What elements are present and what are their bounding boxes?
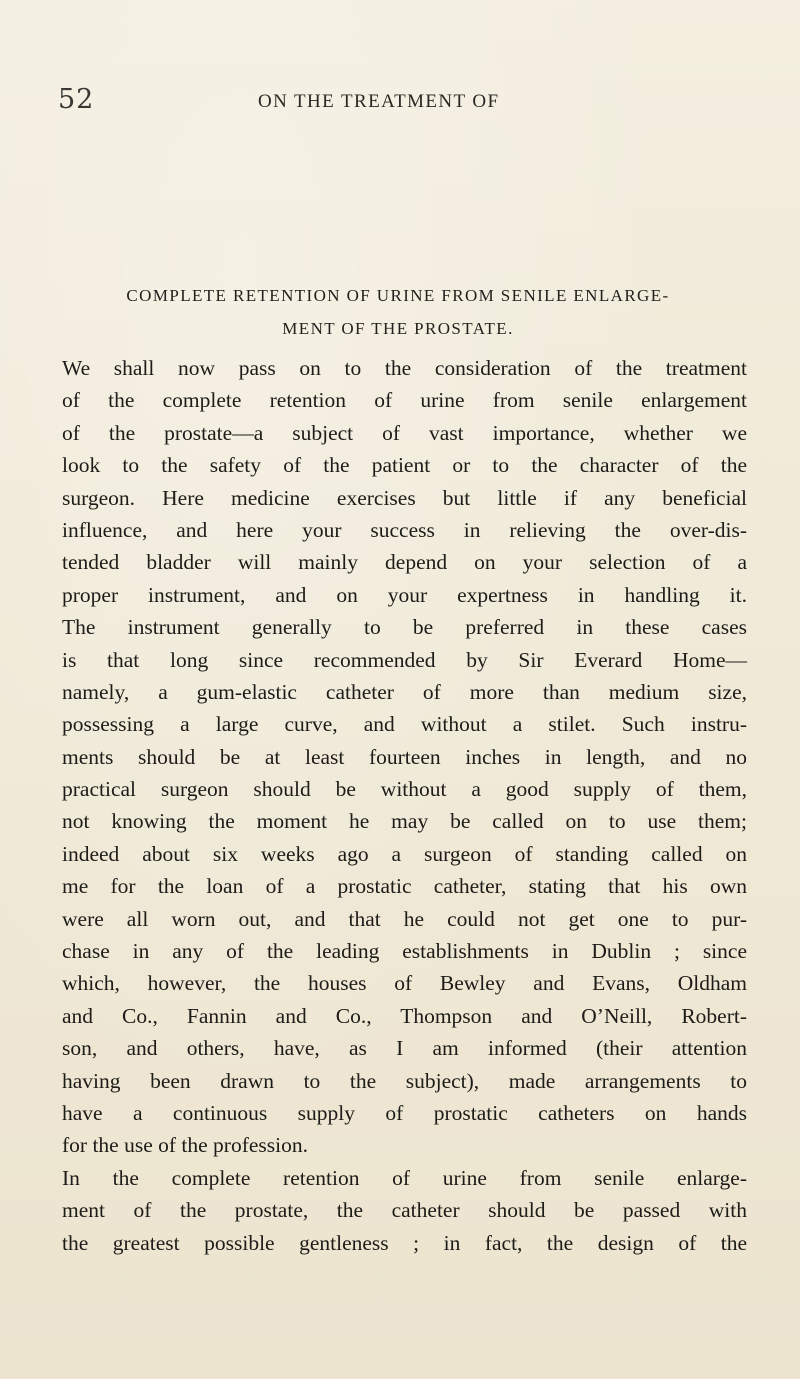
running-head	[58, 84, 742, 120]
page-number: 52	[58, 84, 95, 115]
text-line: chase in any of the leading establishments in Dublin ; since	[62, 939, 747, 964]
section-heading	[48, 279, 748, 345]
text-line: and Co., Fannin and Co., Thompson and O’Neill, Robert-	[62, 1003, 747, 1028]
text-line: ment of the prostate, the catheter should be passed with	[62, 1198, 747, 1223]
text-line: the greatest possible gentleness ; in fact, the design of the	[62, 1230, 747, 1255]
body-text	[62, 352, 747, 1259]
section-heading-line-2: MENT OF THE PROSTATE.	[282, 319, 514, 338]
text-line: The instrument generally to be preferred in these cases	[62, 615, 747, 640]
text-line: tended bladder will mainly depend on your selection of a	[62, 550, 747, 575]
text-line: me for the loan of a prostatic catheter, stating that his own	[62, 874, 747, 899]
text-line: of the prostate—a subject of vast importance, whether we	[62, 420, 747, 445]
text-line: were all worn out, and that he could not get one to pur-	[62, 906, 747, 931]
text-line: look to the safety of the patient or to the character of the	[62, 453, 747, 478]
text-line: In the complete retention of urine from senile enlarge-	[62, 1165, 747, 1190]
text-line: not knowing the moment he may be called on to use them;	[62, 809, 747, 834]
text-line: is that long since recommended by Sir Everard Home—	[62, 647, 747, 672]
text-line: surgeon. Here medicine exercises but little if any beneficial	[62, 485, 747, 510]
running-title: ON THE TREATMENT OF	[258, 91, 500, 112]
text-line: have a continuous supply of prostatic catheters on hands	[62, 1100, 747, 1125]
text-line: son, and others, have, as I am informed (their attention	[62, 1036, 747, 1061]
text-line: which, however, the houses of Bewley and Evans, Oldham	[62, 971, 747, 996]
text-line: We shall now pass on to the consideration of the treatment	[62, 356, 747, 380]
text-line: indeed about six weeks ago a surgeon of standing called on	[62, 841, 747, 866]
text-line: practical surgeon should be without a good supply of them,	[62, 777, 747, 802]
text-line: of the complete retention of urine from senile enlargement	[62, 388, 747, 413]
text-line: influence, and here your success in relieving the over-dis-	[62, 517, 747, 542]
text-line: ments should be at least fourteen inches in length, and no	[62, 744, 747, 769]
text-line: namely, a gum-elastic catheter of more than medium size,	[62, 679, 747, 704]
text-line: proper instrument, and on your expertness in handling it.	[62, 582, 747, 607]
section-heading-line-1: COMPLETE RETENTION OF URINE FROM SENILE ENLARGE-	[126, 286, 670, 305]
text-line: possessing a large curve, and without a stilet. Such instru-	[62, 712, 747, 737]
text-line: for the use of the profession.	[62, 1133, 308, 1158]
text-line: having been drawn to the subject), made arrangements to	[62, 1068, 747, 1093]
